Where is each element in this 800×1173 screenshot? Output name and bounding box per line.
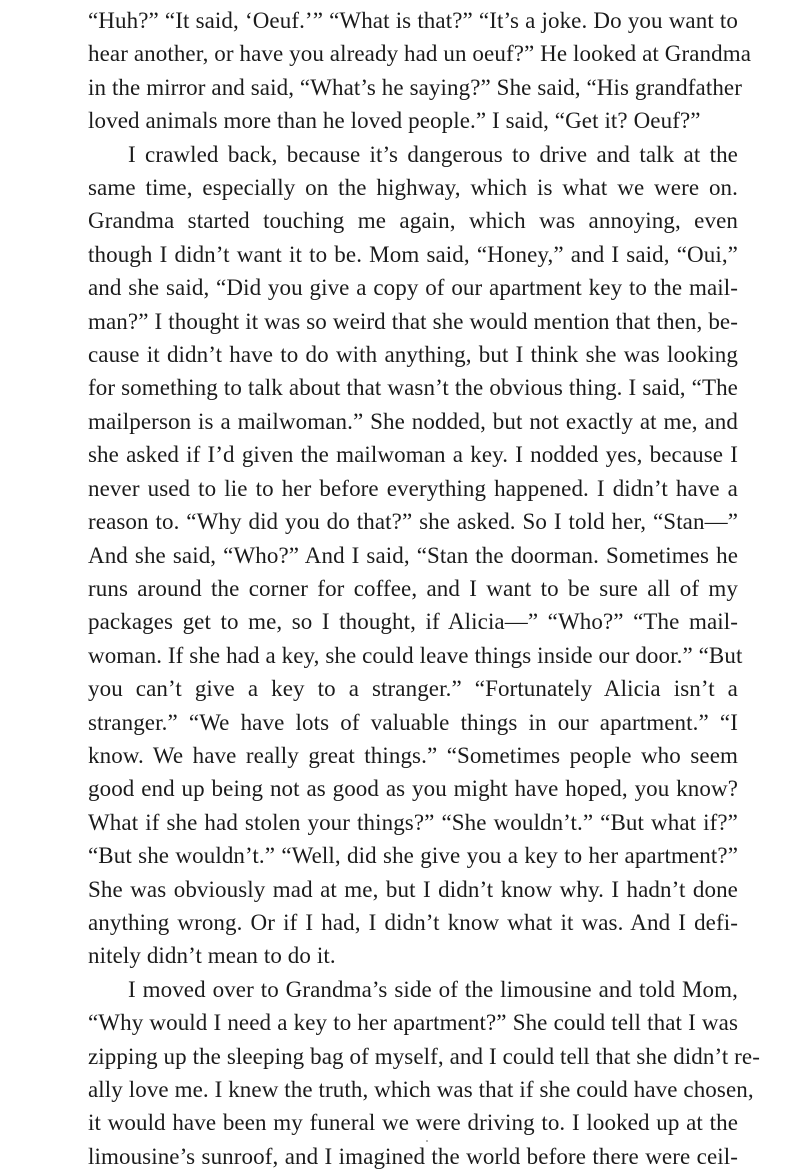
text-line: in the mirror and said, “What’s he saying?” She said, “His grandfather xyxy=(88,74,742,100)
text-line: runs around the corner for coffee, and I want to be sure all of my xyxy=(88,575,738,601)
text-line: never used to lie to her before everything happened. I didn’t have a xyxy=(88,475,738,501)
text-line: mailperson is a mailwoman.” She nodded, but not exactly at me, and xyxy=(88,408,738,434)
text-line: loved animals more than he loved people.” I said, “Get it? Oeuf?” xyxy=(88,108,701,134)
text-line: good end up being not as good as you might have hoped, you know? xyxy=(88,776,738,802)
text-line: “Huh?” “It said, ‘Oeuf.’” “What is that?” “It’s a joke. Do you want to xyxy=(88,8,738,33)
text-line: nitely didn’t mean to do it. xyxy=(88,943,336,969)
text-line: “Why would I need a key to her apartment?” She could tell that I was xyxy=(88,1010,738,1036)
text-line: limousine’s sunroof, and I imagined the world before there were ceil- xyxy=(88,1143,738,1169)
text-line: same time, especially on the highway, which is what we were on. xyxy=(88,175,738,201)
text-line: zipping up the sleeping bag of myself, and I could tell that she didn’t re- xyxy=(88,1043,760,1069)
text-line: and she said, “Did you give a copy of our apartment key to the mail- xyxy=(88,275,738,301)
text-line: cause it didn’t have to do with anything, but I think she was looking xyxy=(88,342,738,368)
text-line: you can’t give a key to a stranger.” “Fortunately Alicia isn’t a xyxy=(88,676,738,702)
text-line: know. We have really great things.” “Sometimes people who seem xyxy=(88,742,738,768)
text-line: it would have been my funeral we were driving to. I looked up at the xyxy=(88,1110,738,1136)
text-line: She was obviously mad at me, but I didn’t know why. I hadn’t done xyxy=(88,876,738,902)
text-line: for something to talk about that wasn’t the obvious thing. I said, “The xyxy=(88,375,738,401)
paragraph-first-line: I moved over to Grandma’s side of the limousine and told Mom, xyxy=(128,976,738,1002)
text-line: stranger.” “We have lots of valuable things in our apartment.” “I xyxy=(88,709,738,735)
text-line: Grandma started touching me again, which was annoying, even xyxy=(88,208,738,234)
paragraph-first-line: I crawled back, because it’s dangerous to drive and talk at the xyxy=(128,141,738,167)
text-line: “But she wouldn’t.” “Well, did she give you a key to her apartment?” xyxy=(88,843,738,869)
text-line: woman. If she had a key, she could leave things inside our door.” “But xyxy=(88,642,743,668)
text-line: she asked if I’d given the mailwoman a key. I nodded yes, because I xyxy=(88,442,738,468)
text-line: reason to. “Why did you do that?” she asked. So I told her, “Stan—” xyxy=(88,509,738,535)
text-line: man?” I thought it was so weird that she would mention that then, be- xyxy=(88,308,738,334)
scan-speck xyxy=(426,1140,428,1142)
text-line: And she said, “Who?” And I said, “Stan the doorman. Sometimes he xyxy=(88,542,738,568)
text-line: ally love me. I knew the truth, which was that if she could have chosen, xyxy=(88,1077,754,1102)
text-line: What if she had stolen your things?” “She wouldn’t.” “But what if?” xyxy=(88,809,738,835)
text-line: packages get to me, so I thought, if Alicia—” “Who?” “The mail- xyxy=(88,609,738,635)
text-line: hear another, or have you already had un oeuf?” He looked at Grandma xyxy=(88,41,752,67)
book-page-text xyxy=(88,4,760,1173)
text-line: though I didn’t want it to be. Mom said, “Honey,” and I said, “Oui,” xyxy=(88,241,738,267)
text-line: anything wrong. Or if I had, I didn’t know what it was. And I defi- xyxy=(88,909,738,935)
